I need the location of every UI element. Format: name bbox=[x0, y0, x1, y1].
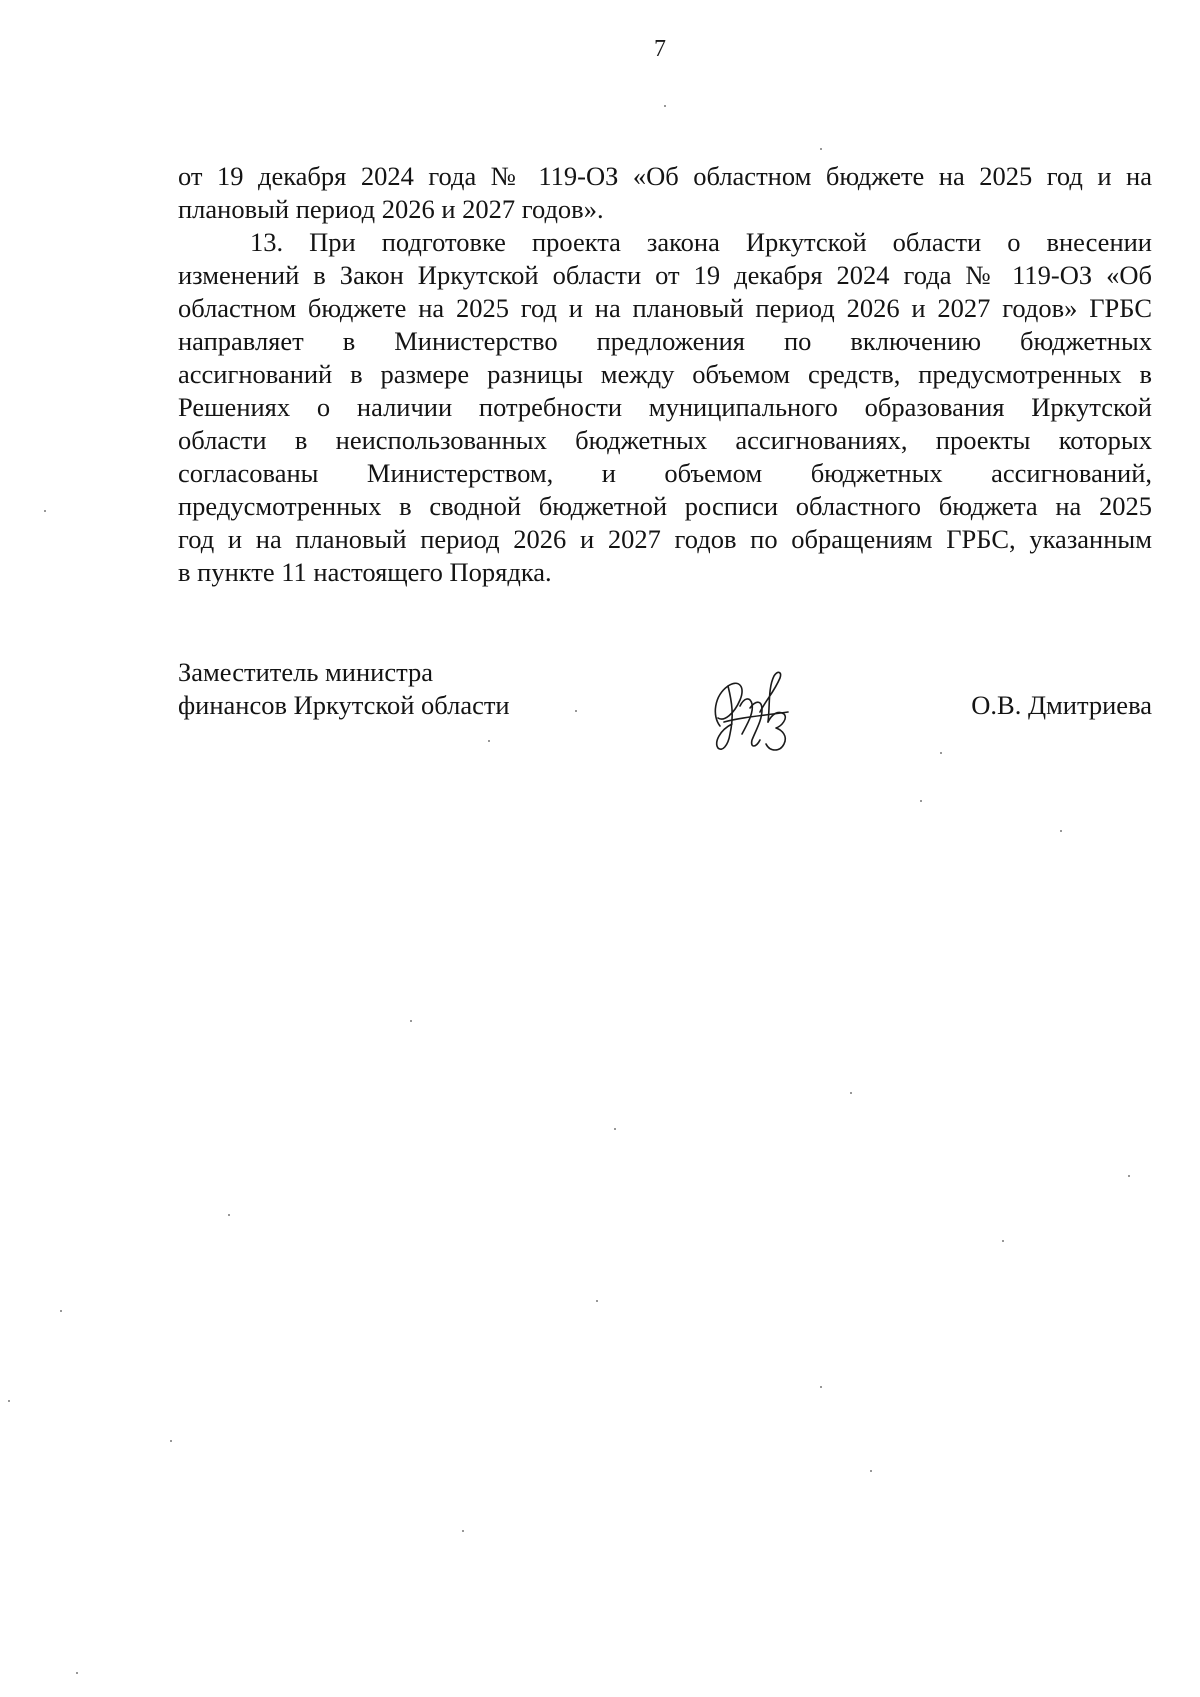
scan-speck bbox=[850, 1092, 852, 1094]
signature-block bbox=[178, 656, 1152, 786]
scan-speck bbox=[820, 1386, 822, 1388]
scan-speck bbox=[664, 105, 666, 107]
body-line-11: предусмотренных в сводной бюджетной росписи областного бюджета на 2025 bbox=[178, 491, 1152, 521]
body-line-6: направляет в Министерство предложения по включению бюджетных bbox=[178, 326, 1152, 356]
scan-speck bbox=[410, 1020, 412, 1022]
body-line-4: изменений в Закон Иркутской области от 19 декабря 2024 года № 119-ОЗ «Об bbox=[178, 260, 1152, 290]
signer-position-line-2: финансов Иркутской области bbox=[178, 690, 510, 720]
body-line-1: от 19 декабря 2024 года № 119-ОЗ «Об областном бюджете на 2025 год и на bbox=[178, 161, 1152, 191]
scan-speck bbox=[462, 1530, 464, 1532]
body-line-2: плановый период 2026 и 2027 годов». bbox=[178, 194, 604, 224]
body-line-7: ассигнований в размере разницы между объемом средств, предусмотренных в bbox=[178, 359, 1152, 389]
page-number: 7 bbox=[654, 36, 666, 62]
scan-speck bbox=[870, 1470, 872, 1472]
body-line-8: Решениях о наличии потребности муниципального образования Иркутской bbox=[178, 392, 1152, 422]
body-line-10: согласованы Министерством, и объемом бюджетных ассигнований, bbox=[178, 458, 1152, 488]
scan-speck bbox=[940, 752, 942, 754]
scan-speck bbox=[44, 510, 46, 512]
scan-speck bbox=[60, 1310, 62, 1312]
body-line-9: области в неиспользованных бюджетных ассигнованиях, проекты которых bbox=[178, 425, 1152, 455]
scan-speck bbox=[170, 1440, 172, 1442]
body-line-12: год и на плановый период 2026 и 2027 годов по обращениям ГРБС, указанным bbox=[178, 524, 1152, 554]
scan-speck bbox=[920, 800, 922, 802]
scan-speck bbox=[820, 148, 822, 150]
scan-speck bbox=[8, 1400, 10, 1402]
scan-speck bbox=[1002, 1240, 1004, 1242]
scan-speck bbox=[488, 740, 490, 742]
scan-speck bbox=[596, 1300, 598, 1302]
signer-name: О.В. Дмитриева bbox=[971, 690, 1152, 720]
scan-speck bbox=[76, 1672, 78, 1674]
scan-speck bbox=[1128, 1175, 1130, 1177]
signer-position bbox=[178, 656, 510, 722]
scan-speck bbox=[575, 710, 577, 712]
scan-speck bbox=[614, 1128, 616, 1130]
handwritten-signature bbox=[698, 656, 808, 766]
signer-position-line-1: Заместитель министра bbox=[178, 657, 434, 687]
body-line-13: в пункте 11 настоящего Порядка. bbox=[178, 557, 552, 587]
body-line-3: 13. При подготовке проекта закона Иркутской области о внесении bbox=[250, 227, 1152, 257]
scan-speck bbox=[228, 1214, 230, 1216]
scan-speck bbox=[1060, 830, 1062, 832]
body-text bbox=[178, 160, 1152, 589]
body-line-5: областном бюджете на 2025 год и на плановый период 2026 и 2027 годов» ГРБС bbox=[178, 293, 1152, 323]
